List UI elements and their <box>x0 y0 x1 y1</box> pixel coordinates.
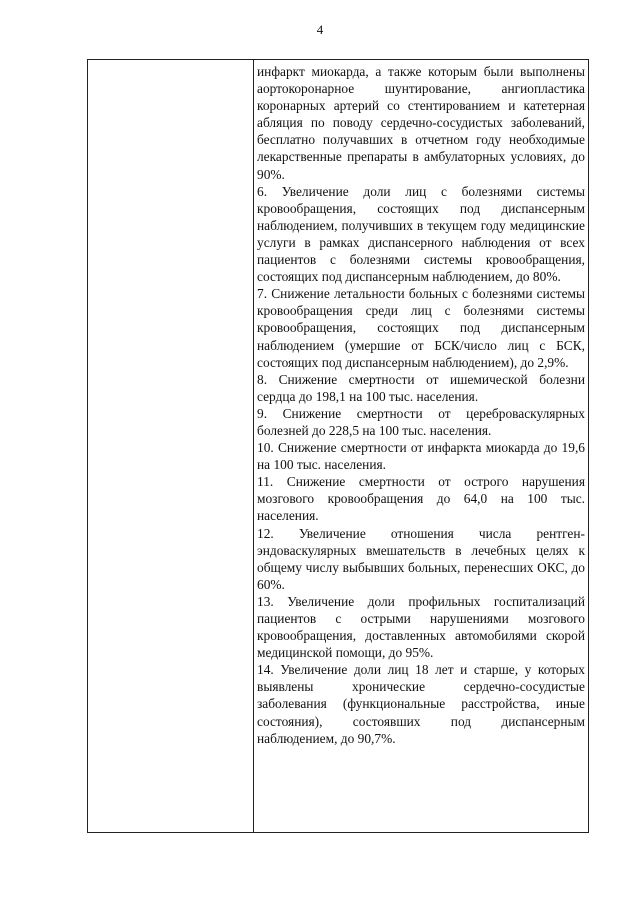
table-row <box>88 60 589 833</box>
table-cell-right <box>254 60 589 833</box>
indicator-paragraph-13: 13. Увеличение доли профильных госпитализаций пациентов с острыми нарушениями мозгового кровообращения, доставленных автомобилями скорой медицинской помощи, до 95%. <box>257 593 585 661</box>
indicator-paragraph-7: 7. Снижение летальности больных с болезнями системы кровообращения среди лиц с болезнями системы кровообращения, состоящих под диспансерным наблюдением (умершие от БСК/число лиц с БСК, состоящих под диспансерным наблюдением), до 2,9%. <box>257 286 585 370</box>
indicator-paragraph-11: 11. Снижение смертности от острого нарушения мозгового кровообращения до 64,0 на 100 тыс. населения. <box>257 474 585 524</box>
indicator-paragraph-6: 6. Увеличение доли лиц с болезнями системы кровообращения, состоящих под диспансерным наблюдением, получивших в текущем году медицинские услуги в рамках диспансерного наблюдения от всех пациентов с болезнями системы кровообращения, состоящих под диспансерным наблюдением, до 80%. <box>257 183 585 285</box>
indicator-paragraph-9: 9. Снижение смертности от цереброваскулярных болезней до 228,5 на 100 тыс. населения. <box>257 405 585 438</box>
indicator-paragraph-8: 8. Снижение смертности от ишемической болезни сердца до 198,1 на 100 тыс. населения. <box>257 371 585 404</box>
indicators-table <box>87 59 589 833</box>
indicator-paragraph-continued: инфаркт миокарда, а также которым были выполнены аортокоронарное шунтирование, ангиопластика коронарных артерий со стентированием и катетерная абляция по поводу сердечно-сосудистых заболеваний, бесплатно получавших в отчетном году необходимые лекарственные препараты в амбулаторных условиях, до 90%. <box>257 64 585 182</box>
indicator-paragraph-12: 12. Увеличение отношения числа рентген-эндоваскулярных вмешательств в лечебных целях к общему числу выбывших больных, перенесших ОКС, до 60%. <box>257 525 585 592</box>
indicator-paragraph-14: 14. Увеличение доли лиц 18 лет и старше, у которых выявлены хронические сердечно-сосудистые заболевания (функциональные расстройства, иные состояния), состоявших под диспансерным наблюдением, до 90,7%. <box>257 662 585 746</box>
indicators-list <box>254 60 588 832</box>
page-number: 4 <box>316 22 324 37</box>
indicator-paragraph-10: 10. Снижение смертности от инфаркта миокарда до 19,6 на 100 тыс. населения. <box>257 440 585 473</box>
table-cell-left-text <box>88 60 253 832</box>
table-cell-left <box>88 60 254 833</box>
